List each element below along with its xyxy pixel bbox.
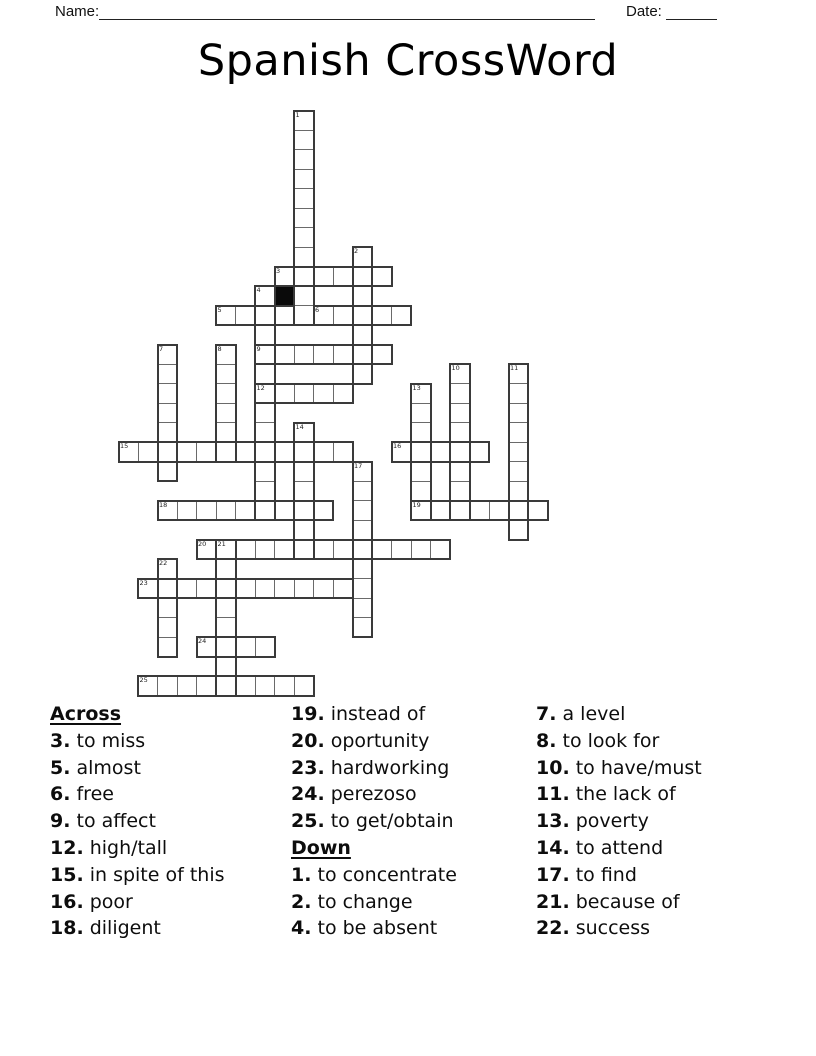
grid-cell[interactable] <box>157 637 178 658</box>
clue-number: 14. <box>536 836 570 859</box>
clue-item: 19. instead of <box>291 703 426 725</box>
clue-item: 20. oportunity <box>291 729 430 752</box>
grid-cell[interactable] <box>216 559 237 580</box>
grid-cell[interactable] <box>255 500 276 521</box>
grid-cell[interactable] <box>177 676 198 697</box>
grid-cell[interactable] <box>196 442 217 463</box>
cell-number: 6 <box>315 305 320 314</box>
cell-number: 22 <box>159 559 168 567</box>
clue-item: 2. to change <box>291 890 413 913</box>
grid-cell[interactable] <box>508 403 529 424</box>
clue-number: 12. <box>50 836 84 859</box>
cell-number: 21 <box>217 539 226 548</box>
grid-cell[interactable] <box>255 578 276 599</box>
grid-cell[interactable] <box>235 539 256 560</box>
grid-cell[interactable] <box>294 286 315 307</box>
clues-column-left <box>50 701 225 942</box>
grid-cell[interactable] <box>157 364 178 385</box>
grid-cell[interactable] <box>352 598 373 619</box>
cell-number: 15 <box>120 442 129 450</box>
clue-item: 10. to have/must <box>536 756 702 779</box>
grid-cell[interactable] <box>157 500 178 521</box>
grid-cell[interactable] <box>450 383 471 404</box>
grid-cell[interactable] <box>352 578 373 599</box>
grid-cell[interactable] <box>294 539 315 560</box>
clue-number: 11. <box>536 783 570 806</box>
grid-cell[interactable] <box>255 422 276 443</box>
clue-number: 1. <box>291 863 312 886</box>
clue-number: 21. <box>536 890 570 913</box>
cell-number: 19 <box>412 500 421 509</box>
grid-cell[interactable] <box>508 442 529 463</box>
clue-item: 23. hardworking <box>291 756 450 779</box>
grid-cell[interactable] <box>294 130 315 151</box>
cell-number: 24 <box>198 637 207 645</box>
grid-cell[interactable] <box>235 676 256 697</box>
date-fill-line[interactable] <box>666 0 717 20</box>
grid-cell[interactable] <box>274 578 295 599</box>
clue-number: 19. <box>291 703 325 725</box>
grid-cell[interactable] <box>508 500 529 521</box>
grid-cell[interactable] <box>352 461 373 482</box>
grid-cell[interactable] <box>216 383 237 404</box>
grid-cell[interactable] <box>450 422 471 443</box>
grid-cell[interactable] <box>411 539 432 560</box>
grid-cell[interactable] <box>157 617 178 638</box>
grid-cell[interactable] <box>196 578 217 599</box>
clue-number: 7. <box>536 703 557 725</box>
grid-cell[interactable] <box>450 461 471 482</box>
grid-cell[interactable] <box>313 500 334 521</box>
grid-cell[interactable] <box>352 247 373 268</box>
grid-cell[interactable] <box>177 578 198 599</box>
grid-cell[interactable] <box>196 539 217 560</box>
clue-item: 24. perezoso <box>291 783 417 806</box>
cell-number: 4 <box>256 286 261 294</box>
grid-cell[interactable] <box>255 305 276 326</box>
grid-cell[interactable] <box>216 637 237 658</box>
grid-cell[interactable] <box>333 305 354 326</box>
grid-cell[interactable] <box>352 481 373 502</box>
grid-cell[interactable] <box>157 559 178 580</box>
clue-number: 10. <box>536 756 570 779</box>
grid-cell[interactable] <box>255 637 276 658</box>
grid-cell[interactable] <box>450 500 471 521</box>
grid-cell[interactable] <box>235 578 256 599</box>
grid-cell[interactable] <box>294 500 315 521</box>
grid-cell[interactable] <box>216 656 237 677</box>
clue-number: 3. <box>50 729 71 752</box>
grid-cell[interactable] <box>118 442 139 463</box>
grid-cell[interactable] <box>411 481 432 502</box>
grid-cell[interactable] <box>313 266 334 287</box>
grid-cell[interactable] <box>430 500 451 521</box>
grid-cell[interactable] <box>372 266 393 287</box>
clue-item: 21. because of <box>536 890 680 913</box>
grid-cell[interactable] <box>352 325 373 346</box>
clue-item: 11. the lack of <box>536 783 676 806</box>
grid-cell[interactable] <box>255 676 276 697</box>
grid-cell[interactable] <box>138 578 159 599</box>
cell-number: 20 <box>198 539 207 548</box>
cell-number: 10 <box>451 364 460 372</box>
crossword-grid <box>118 110 549 697</box>
grid-cell[interactable] <box>274 344 295 365</box>
grid-cell[interactable] <box>157 461 178 482</box>
grid-cell[interactable] <box>255 383 276 404</box>
grid-cell[interactable] <box>313 442 334 463</box>
clue-number: 13. <box>536 810 570 833</box>
cell-number: 18 <box>159 500 168 509</box>
grid-cell[interactable] <box>294 461 315 482</box>
grid-cell[interactable] <box>196 676 217 697</box>
grid-cell[interactable] <box>216 305 237 326</box>
grid-cell[interactable] <box>450 403 471 424</box>
grid-cell[interactable] <box>294 578 315 599</box>
grid-cell[interactable] <box>352 500 373 521</box>
grid-cell[interactable] <box>216 364 237 385</box>
grid-cell[interactable] <box>274 500 295 521</box>
grid-cell[interactable] <box>508 520 529 541</box>
clues-column-middle <box>291 701 457 942</box>
grid-cell[interactable] <box>138 676 159 697</box>
grid-cell[interactable] <box>391 442 412 463</box>
grid-cell[interactable] <box>294 422 315 443</box>
grid-cell[interactable] <box>313 539 334 560</box>
grid-cell[interactable] <box>274 676 295 697</box>
clue-item: 8. to look for <box>536 729 660 752</box>
grid-cell[interactable] <box>216 422 237 443</box>
grid-cell[interactable] <box>255 461 276 482</box>
clues-column-right <box>536 701 702 942</box>
grid-cell[interactable] <box>469 442 490 463</box>
grid-cell[interactable] <box>294 520 315 541</box>
grid-cell[interactable] <box>352 539 373 560</box>
grid-cell[interactable] <box>255 403 276 424</box>
cell-number: 1 <box>295 110 300 119</box>
clue-item: 12. high/tall <box>50 836 168 859</box>
grid-cell[interactable] <box>274 442 295 463</box>
clue-item: 7. a level <box>536 703 626 725</box>
grid-cell[interactable] <box>352 364 373 385</box>
clue-number: 8. <box>536 729 557 752</box>
cell-number: 23 <box>139 578 148 587</box>
grid-cell[interactable] <box>294 169 315 190</box>
clue-item: 17. to find <box>536 863 637 886</box>
grid-cell[interactable] <box>352 344 373 365</box>
grid-cell[interactable] <box>411 442 432 463</box>
grid-cell[interactable] <box>508 383 529 404</box>
cell-number: 7 <box>159 344 164 353</box>
name-fill-line[interactable] <box>99 0 595 20</box>
grid-cell[interactable] <box>313 344 334 365</box>
grid-cell[interactable] <box>508 364 529 385</box>
name-label: Name: <box>55 3 100 20</box>
grid-cell[interactable] <box>177 442 198 463</box>
grid-cell[interactable] <box>216 442 237 463</box>
cell-number: 11 <box>510 364 519 372</box>
grid-cell[interactable] <box>255 325 276 346</box>
grid-cell[interactable] <box>157 383 178 404</box>
grid-cell[interactable] <box>294 442 315 463</box>
clue-item: 5. almost <box>50 756 141 779</box>
clue-item: 1. to concentrate <box>291 863 457 886</box>
grid-cell[interactable] <box>352 520 373 541</box>
grid-cell[interactable] <box>294 149 315 170</box>
grid-cell[interactable] <box>157 422 178 443</box>
grid-cell[interactable] <box>333 539 354 560</box>
grid-cell[interactable] <box>294 305 315 326</box>
grid-cell[interactable] <box>313 305 334 326</box>
grid-cell[interactable] <box>508 422 529 443</box>
grid-cell[interactable] <box>235 500 256 521</box>
grid-cell[interactable] <box>216 344 237 365</box>
clue-item: 9. to affect <box>50 810 156 833</box>
grid-cell[interactable] <box>216 500 237 521</box>
grid-cell[interactable] <box>235 305 256 326</box>
clue-item: 14. to attend <box>536 836 664 859</box>
grid-cell[interactable] <box>216 539 237 560</box>
date-label: Date: <box>626 3 662 20</box>
grid-cell[interactable] <box>333 383 354 404</box>
grid-cell[interactable] <box>450 442 471 463</box>
grid-cell[interactable] <box>333 442 354 463</box>
grid-cell[interactable] <box>235 442 256 463</box>
cell-number: 16 <box>393 442 402 450</box>
clue-item: 18. diligent <box>50 917 161 940</box>
grid-cell[interactable] <box>430 442 451 463</box>
cell-number: 2 <box>354 247 359 255</box>
grid-cell[interactable] <box>235 637 256 658</box>
grid-cell[interactable] <box>157 344 178 365</box>
grid-cell[interactable] <box>255 344 276 365</box>
cell-number: 3 <box>276 266 281 275</box>
grid-cell[interactable] <box>528 500 549 521</box>
clue-number: 15. <box>50 863 84 886</box>
clue-item: 22. success <box>536 917 651 940</box>
grid-cell[interactable] <box>352 617 373 638</box>
grid-cell[interactable] <box>372 305 393 326</box>
clue-item: 15. in spite of this <box>50 863 225 886</box>
page-title: Spanish CrossWord <box>197 36 619 86</box>
grid-cell[interactable] <box>196 500 217 521</box>
grid-cell[interactable] <box>469 500 490 521</box>
clue-item: 13. poverty <box>536 810 649 833</box>
grid-cell[interactable] <box>450 364 471 385</box>
grid-cell[interactable] <box>352 559 373 580</box>
grid-cell[interactable] <box>294 481 315 502</box>
clue-item: 6. free <box>50 783 114 806</box>
grid-cell[interactable] <box>352 266 373 287</box>
grid-cell[interactable] <box>294 110 315 131</box>
grid-cell[interactable] <box>157 578 178 599</box>
cell-number: 9 <box>256 344 261 353</box>
clue-header-text: Across <box>50 703 122 725</box>
grid-cell[interactable] <box>352 286 373 307</box>
cell-number: 8 <box>217 344 222 353</box>
grid-cell[interactable] <box>157 442 178 463</box>
grid-cell[interactable] <box>294 266 315 287</box>
clue-number: 9. <box>50 810 71 833</box>
grid-cell[interactable] <box>294 344 315 365</box>
clue-list-header <box>50 701 225 728</box>
cell-number: 25 <box>139 676 148 684</box>
grid-cell[interactable] <box>450 481 471 502</box>
grid-cell[interactable] <box>508 481 529 502</box>
grid-cell[interactable] <box>294 247 315 268</box>
clue-number: 16. <box>50 890 84 913</box>
grid-cell[interactable] <box>294 383 315 404</box>
clue-item: 16. poor <box>50 890 133 913</box>
grid-cell[interactable] <box>216 598 237 619</box>
grid-cell[interactable] <box>372 344 393 365</box>
clue-item: 25. to get/obtain <box>291 810 454 833</box>
grid-cell[interactable] <box>255 442 276 463</box>
cell-number: 17 <box>354 461 363 470</box>
grid-cell[interactable] <box>255 481 276 502</box>
clue-number: 6. <box>50 783 71 806</box>
grid-cell[interactable] <box>333 578 354 599</box>
grid-cell[interactable] <box>216 617 237 638</box>
clue-item: 4. to be absent <box>291 917 438 940</box>
grid-cell[interactable] <box>333 344 354 365</box>
grid-cell[interactable] <box>157 676 178 697</box>
clue-number: 17. <box>536 863 570 886</box>
clue-item: 3. to miss <box>50 729 146 752</box>
cell-number: 12 <box>256 383 265 392</box>
clue-number: 22. <box>536 917 570 940</box>
grid-cell[interactable] <box>216 676 237 697</box>
grid-cell[interactable] <box>157 598 178 619</box>
grid-cell[interactable] <box>177 500 198 521</box>
grid-cell[interactable] <box>216 403 237 424</box>
grid-cell[interactable] <box>157 403 178 424</box>
grid-cell[interactable] <box>274 539 295 560</box>
grid-cell[interactable] <box>294 227 315 248</box>
clue-number: 4. <box>291 917 312 940</box>
grid-cell[interactable] <box>391 539 412 560</box>
cell-number: 14 <box>295 422 304 431</box>
clue-number: 23. <box>291 756 325 779</box>
grid-cell[interactable] <box>274 305 295 326</box>
grid-cell[interactable] <box>411 422 432 443</box>
grid-cell[interactable] <box>255 286 276 307</box>
cell-number: 5 <box>217 305 222 314</box>
clue-number: 24. <box>291 783 325 806</box>
grid-cell[interactable] <box>255 364 276 385</box>
grid-cell[interactable] <box>430 539 451 560</box>
clue-number: 25. <box>291 810 325 833</box>
clue-number: 5. <box>50 756 71 779</box>
clue-number: 20. <box>291 729 325 752</box>
grid-cell[interactable] <box>411 500 432 521</box>
grid-cell[interactable] <box>274 266 295 287</box>
grid-cell[interactable] <box>372 539 393 560</box>
grid-cell[interactable] <box>294 208 315 229</box>
clue-list-header <box>291 835 457 862</box>
grid-cell[interactable] <box>255 539 276 560</box>
grid-cell[interactable] <box>313 383 334 404</box>
grid-cell[interactable] <box>489 500 510 521</box>
grid-cell[interactable] <box>313 578 334 599</box>
grid-cell[interactable] <box>294 188 315 209</box>
grid-cell[interactable] <box>352 305 373 326</box>
grid-cell[interactable] <box>138 442 159 463</box>
clue-header-text: Down <box>291 836 351 859</box>
clue-number: 2. <box>291 890 312 913</box>
grid-cell[interactable] <box>391 305 412 326</box>
grid-cell[interactable] <box>411 461 432 482</box>
blocked-cell <box>274 286 295 307</box>
grid-cell[interactable] <box>216 578 237 599</box>
grid-cell[interactable] <box>508 461 529 482</box>
grid-cell[interactable] <box>411 383 432 404</box>
grid-cell[interactable] <box>411 403 432 424</box>
grid-cell[interactable] <box>294 676 315 697</box>
grid-cell[interactable] <box>196 637 217 658</box>
grid-cell[interactable] <box>274 383 295 404</box>
cell-number: 13 <box>412 383 421 392</box>
clue-number: 18. <box>50 917 84 940</box>
grid-cell[interactable] <box>333 266 354 287</box>
